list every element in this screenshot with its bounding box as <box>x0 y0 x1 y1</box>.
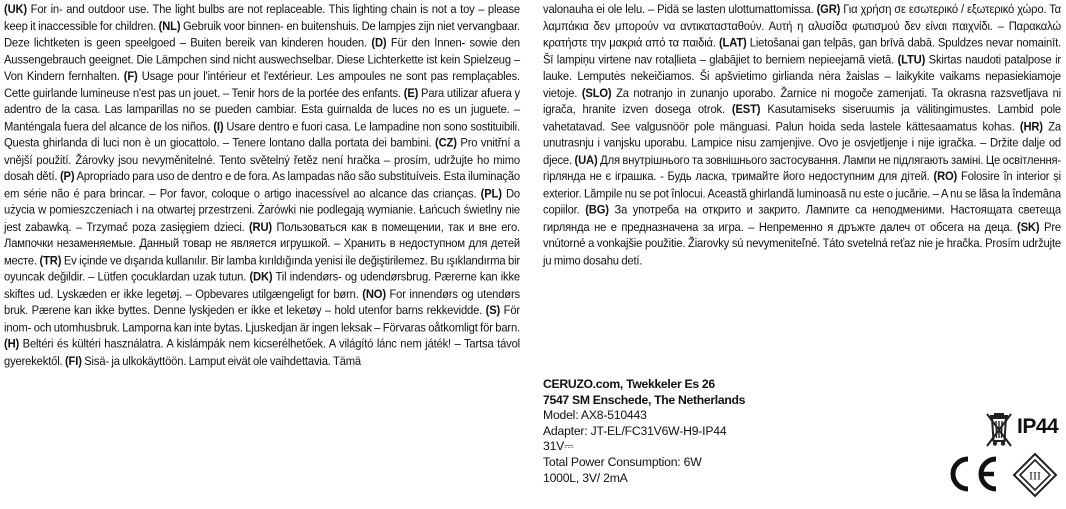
country-code: (SK) <box>1017 220 1040 234</box>
country-code: (TR) <box>39 254 62 268</box>
warning-text-segment <box>543 204 1061 234</box>
country-code: (BG) <box>585 203 609 217</box>
warning-text-segment <box>543 3 817 16</box>
warning-text: Ev içinde ve dışarıda kullanılır. Bir lamba kırıldığında yenisi ile değiştirilemez. Bu ışıklandırma bir oyuncak değildir. – Lütfen çocuklardan uzak tutun. <box>4 254 520 284</box>
country-code: (UK) <box>4 3 28 17</box>
country-code: (CZ) <box>435 137 457 150</box>
ce-mark-icon <box>944 454 1000 494</box>
warning-text: Usage pour l'intérieur et l'extérieur. Les ampoules ne sont pas remplaçables. Cette guirlande lumineuse n'est pas un jouet. – Tenir hors de la portée des enfants. <box>4 70 520 100</box>
light-spec: 1000L, 3V/ 2mA <box>543 470 628 485</box>
warning-text: За употреба на открито и закрито. Лампите са неподменими. Настоящата светеща гирлянда не е предназначена за игра. – Непременно я дръжте далеч от обсега на деца. <box>543 203 1061 234</box>
warning-text: Для внутрішнього та зовнішнього застосування. Лампи не підлягають заміні. Це освітлення-гірлянда не є іграшка. - Будь ласка, тримайте його недоступним для дітей. <box>543 153 1062 184</box>
warning-text: Za notranjo in zunanjo uporabo. Žarnice ni mogoče zamenjati. Ta okrasna razsvetljava ni igrača, hranite izven dosega otrok. <box>543 86 1061 117</box>
warning-text: Пользоваться как в помещении, так и вне его. Лампочки незаменяемые. Данный товар не является игрушкой. – Хранить в недоступном для детей месте. <box>4 220 521 268</box>
warning-text: Skirtas naudoti patalpose ir lauke. Lemputės nekeičiamos. Ši apšvietimo girlianda nėra žaislas – laikykite vaikams nepasiekiamoje vietoje. <box>543 53 1061 100</box>
warning-text: Za unutrasnju i vanjsku uporabu. Lampice nisu zamjenjive. Ovo je osvjetljenje i nije igračka. – Držite dalje od djece. <box>543 120 1061 167</box>
country-code: (SLO) <box>581 86 612 100</box>
country-code: (RU) <box>248 220 272 234</box>
ip-rating: IP44 <box>1017 415 1059 438</box>
warning-text: Til indendørs- og udendørsbrug. Pærerne kan ikke skiftes ud. Lyskæden er ikke legetøj. – Opbevares utilgængeligt for børn. <box>4 270 520 301</box>
warning-text: For innendørs og utendørs bruk. Pærene kan ikke byttes. Denne lyskjeden er ikke et leketøy – hold utenfor barns rekkevidde. <box>4 287 520 318</box>
company-name: CERUZO.com, Twekkeler Es 26 <box>543 377 715 391</box>
warning-text: Beltéri és kültéri használatra. A kislámpák nem kicserélhetőek. A világító lánc nem játék! – Tartsa távol gyerekektől. <box>4 337 520 368</box>
country-code: (D) <box>371 36 387 50</box>
warnings-column-left <box>4 2 520 370</box>
country-code: (S) <box>485 304 501 318</box>
protection-class-iii-icon <box>1012 452 1058 498</box>
country-code: (I) <box>213 120 224 134</box>
warning-text: valonauha ei ole lelu. – Pidä se lasten ulottumattomissa. <box>543 3 817 17</box>
warning-text: Για χρήση σε εσωτερικό / εξωτερικό χώρο. Τα λαμπάκια δεν μπορούν να αντικατασταθούν. Αυτή η αλυσίδα φωτισμού δεν είναι παιχνίδι. – Παρακαλώ κρατήστε την μακριά από τα παιδιά. <box>543 3 1061 50</box>
warning-text: Do użycia w pomieszczeniach i na otwartej przestrzeni. Żarówki nie podlegają wymianie. Łańcuch świetlny nie jest zabawką. – Trzymać poza zasięgiem dzieci. <box>4 187 520 234</box>
warning-text: Folosire în interior și exterior. Lămpile nu se pot înlocui. Această ghirlandă luminoasă nu este o jucărie. – A nu se lăsa la îndemâna copiilor. <box>543 170 1061 217</box>
country-code: (NO) <box>362 287 386 301</box>
country-code: (H) <box>4 337 20 351</box>
warning-text: Usare dentro e fuori casa. Le lampadine non sono sostituibili. Questa ghirlanda di luci non è un giocattolo. – Tenere lontano dalla portata dei bambini. <box>4 120 520 150</box>
warnings-column-right <box>543 2 1061 270</box>
crossed-out-wheelie-bin-icon <box>984 410 1014 450</box>
class-symbol: III <box>1029 468 1041 483</box>
country-code: (EST) <box>731 103 761 117</box>
warning-text: För inom- och utomhusbruk. Lamporna kan inte bytas. Ljuskedjan är ingen leksak – Förvaras oåtkomligt för barn. <box>4 304 520 335</box>
country-code: (HR) <box>1019 120 1043 134</box>
voltage-spec: 31V⎓ <box>543 439 574 454</box>
warning-text: Lietošanai gan telpās, gan brīvā dabā. Spuldzes nevar nomainīt. Šī lampiņu virtene nav rotaļlieta – glabājiet to berniem nepieejamā vietā. <box>543 36 1061 67</box>
warning-text: Sisä- ja ulkokäyttöön. Lamput eivät ole vaihdettavia. Tämä <box>81 354 362 368</box>
company-address: 7547 SM Enschede, The Netherlands <box>543 392 746 407</box>
country-code: (GR) <box>816 3 841 17</box>
country-code: (LAT) <box>718 36 747 50</box>
country-code: (DK) <box>249 270 273 284</box>
warning-text: Pre vnútorné a vonkajšie použitie. Žiarovky sú nevymeniteľné. Táto svetelná reťaz nie je hračka. Prosím udržujte ju mimo dosahu detí. <box>543 220 1061 268</box>
model-number: Model: AX8-510443 <box>543 408 647 423</box>
country-code: (RO) <box>933 170 958 184</box>
country-code: (P) <box>59 170 75 184</box>
country-code: (PL) <box>480 187 502 201</box>
warning-text: Para utilizar afuera y adentro de la casa. Las lamparillas no se pueden cambiar. Esta guirnalda de luces no es un juguete. – Manténgala fuera del alcance de los niños. <box>4 86 521 134</box>
country-code: (LTU) <box>897 53 926 67</box>
warning-text: Apropriado para uso de dentro e de fora. As lampadas não são substituíveis. Esta iluminação em série não é para brincar. – Por favor, coloque o artigo inacessível ao alcance das crianças. <box>4 170 521 201</box>
warning-text-segment <box>4 170 520 200</box>
country-code: (E) <box>403 86 419 100</box>
warning-text: For in- and outdoor use. The light bulbs are not replaceable. This lighting chain is not a toy – please keep it inaccessible for children. <box>4 3 520 33</box>
manufacturer-info <box>543 377 903 486</box>
country-code: (FI) <box>64 354 82 368</box>
country-code: (NL) <box>158 19 181 33</box>
warning-text: Kasutamiseks siseruumis ja välitingimustes. Lambid pole vahetatavad. See valgusnöör pole mänguasi. Palun hoida seda lastele kättesaamatus kohas. <box>543 103 1061 134</box>
warning-text: Pro vnitřní a vnější použití. Žárovky jsou nevyměnitelné. Tento světelný řetěz není hračka – prosím, udržujte ho mimo dosah dětí. <box>4 137 520 184</box>
country-code: (F) <box>123 70 138 83</box>
warning-text-segment <box>65 355 361 368</box>
warning-text: Gebruik voor binnen- en buitenshuis. De lampjes zijn niet vervangbaar. Deze lichtketen is geen speelgoed – Buiten bereik van kinderen houden. <box>4 19 521 50</box>
power-consumption: Total Power Consumption: 6W <box>543 454 702 469</box>
country-code: (UA) <box>574 153 598 167</box>
adapter-spec: Adapter: JT-EL/FC31V6W-H9-IP44 <box>543 423 727 438</box>
warning-text: Für den Innen- sowie den Aussengebrauch geeignet. Die Lämpchen sind nicht auswechselbar. Diese Lichterkette ist kein Spielzeug – Von Kindern fernhalten. <box>4 36 521 83</box>
